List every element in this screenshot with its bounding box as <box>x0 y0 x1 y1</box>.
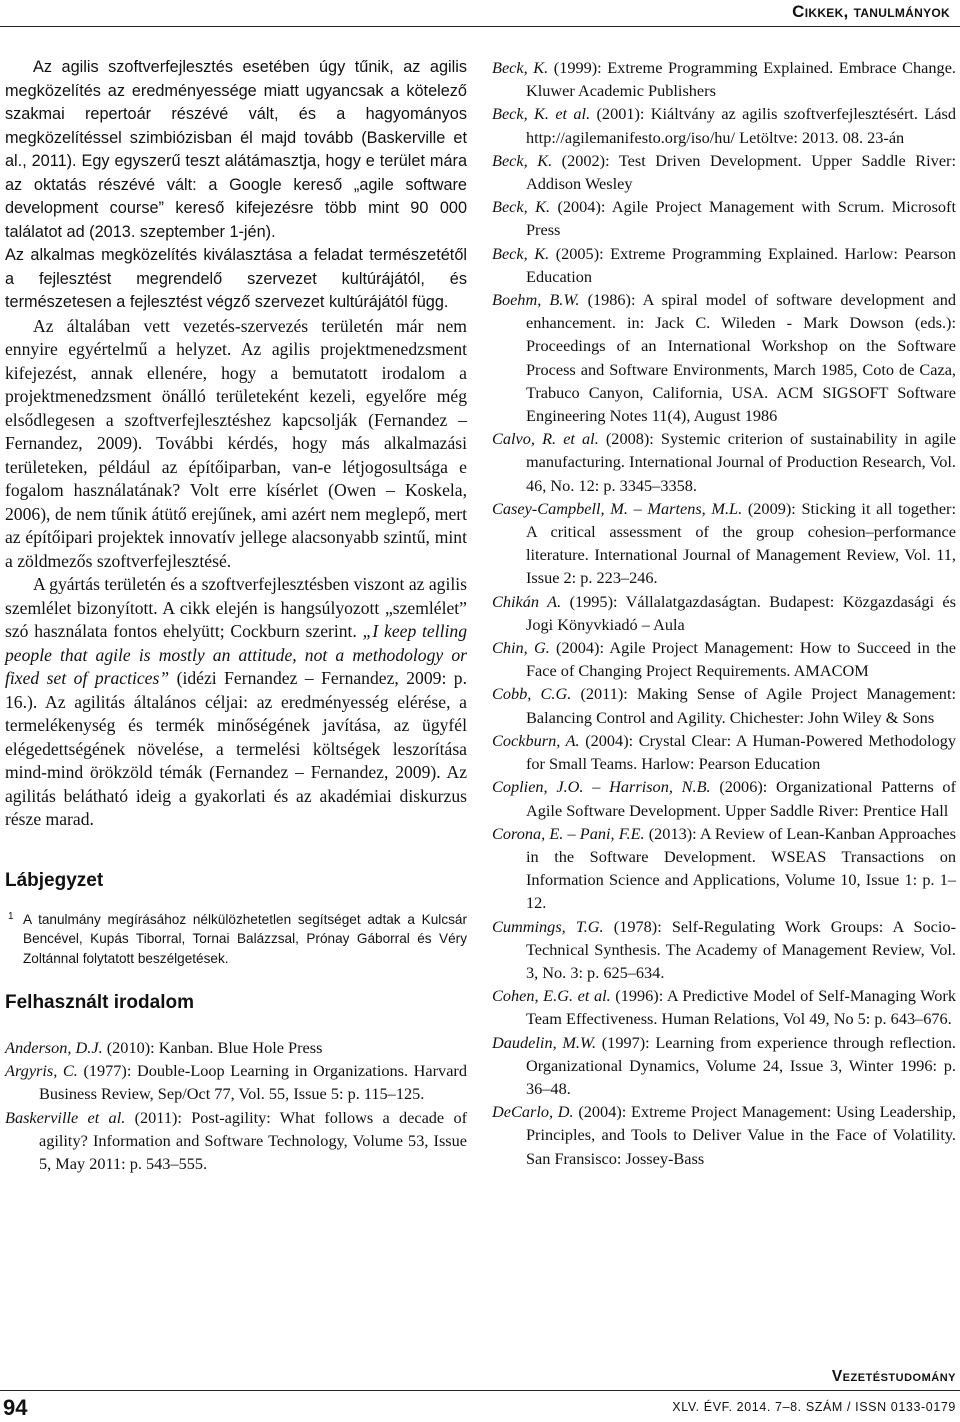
page-number: 94 <box>3 1395 28 1420</box>
reference-author: Casey-Campbell, M. – Martens, M.L. <box>492 498 743 518</box>
reference-item <box>492 729 956 775</box>
reference-text: (1978): Self-Regulating Work Groups: A Socio-Technical Synthesis. The Academy of Management Review, Vol. 3, No. 3: p. 625–634. <box>526 916 956 982</box>
reference-text: (1986): A spiral model of software development and enhancement. in: Jack C. Wileden - Mark Dowson (eds.): Proceedings of an International Workshop on the Software Process and Software Environments, March 1985, Coto de Caza, Trabuco Canyon, California, USA. ACM SIGSOFT Software Engineering Notes 11(4), August 1986 <box>526 290 956 426</box>
reference-item <box>492 775 956 821</box>
reference-text: (2004): Crystal Clear: A Human-Powered Methodology for Small Teams. Harlow: Pearson Education <box>526 730 956 774</box>
reference-author: Daudelin, M.W. <box>492 1032 597 1052</box>
footer-divider <box>0 1390 960 1391</box>
body-paragraph-2: Az alkalmas megközelítés kiválasztása a feladat természetétől a fejlesztést megrendelő szervezet kultúrájától, és természetesen a fejlesztést végző szervezet kultúrájától függ. <box>5 246 467 311</box>
reference-author: DeCarlo, D. <box>492 1102 574 1122</box>
issue-info: XLV. ÉVF. 2014. 7–8. SZÁM / ISSN 0133-0179 <box>672 1400 956 1414</box>
reference-text: (2011): Making Sense of Agile Project Management: Balancing Control and Agility. Chichester: John Wiley & Sons <box>526 684 956 727</box>
reference-text: (2004): Agile Project Management with Scrum. Microsoft Press <box>526 197 956 240</box>
reference-item <box>492 682 956 728</box>
reference-item <box>492 56 956 102</box>
reference-item <box>492 1100 956 1170</box>
reference-item <box>492 102 956 148</box>
body-paragraph-3: Az általában vett vezetés-szervezés területén már nem ennyire egyértelmű a helyzet. Az agilis projektmenedzsment kifejezést, annak ellenére, hogy a bemutatott irodalom a projektmenedzsment önálló területeként kezeli, egyelőre még elsődlegesen a szoftverfejlesztéshez kapcsolják (Fernandez – Fernandez, 2009). További kérdés, hogy más alkalmazási területeken, például az építőiparban, van-e létjogosultsága e fogalom használatának? Volt erre kísérlet (Owen – Koskela, 2006), de nem tűnik átütő erejűnek, ami azért nem meglepő, mert az építőipari projektek innovatív jellege alacsonyabb szintű, mint a zöldmezős szoftverfejlesztésé. <box>5 315 467 571</box>
reference-list-left <box>5 1036 467 1175</box>
footnote <box>5 910 467 969</box>
reference-item <box>492 288 956 427</box>
reference-text: (2004): Agile Project Management: How to Succeed in the Face of Changing Project Requirements. AMACOM <box>526 638 956 681</box>
reference-text: (1999): Extreme Programming Explained. Embrace Change. Kluwer Academic Publishers <box>526 58 956 101</box>
header-divider <box>0 26 960 27</box>
reference-author: Baskerville et al. <box>5 1107 126 1127</box>
body-paragraph-4-cont: (idézi Fernandez – Fernandez, 2009: p. 16.). Az agilitás általános céljai: az eredményesség elérése, a termelékenység és termék minőségének javítása, az ügyfél elégedettségének növelése, a termelési költségek leszorítása mind-mind örökzöld témák (Fernandez – Fernandez, 2009). Az agilitás belátható ideig a gyakorlati és az akadémiai diskurzus része marad. <box>5 668 467 829</box>
body-paragraph-4 <box>5 573 467 832</box>
right-column <box>492 56 956 1170</box>
reference-text: (2010): Kanban. Blue Hole Press <box>102 1038 323 1057</box>
reference-author: Argyris, C. <box>5 1061 78 1081</box>
left-column <box>5 56 467 1175</box>
reference-item <box>492 149 956 195</box>
reference-author: Chikán A. <box>492 591 562 611</box>
reference-item <box>492 915 956 985</box>
reference-text: (1995): Vállalatgazdaságtan. Budapest: Közgazdasági és Jogi Könyvkiadó – Aula <box>526 591 956 634</box>
body-paragraph-1: Az agilis szoftverfejlesztés esetében úgy tűnik, az agilis megközelítés az eredményessége miatt ugyancsak a kötelező szakmai repertoár részévé vált, és a hagyományos megközelítéssel szimbiózisban él majd tovább (Baskerville et al., 2011). Egy egyszerű teszt alátámasztja, hogy e terület mára az oktatás részévé vált: a Google kereső „agile software development course” kereső kifejezésre több mint 90 000 találatot ad (2013. szeptember 1-jén). <box>5 58 467 241</box>
footnote-number: 1 <box>8 910 14 922</box>
reference-item <box>492 590 956 636</box>
reference-text: (1996): A Predictive Model of Self-Managing Work Team Effectiveness. Human Relations, Vol 49, No 5: p. 643–676. <box>526 986 956 1029</box>
reference-text: (2001): Kiáltvány az agilis szoftverfejlesztésért. Lásd http://agilemanifesto.org/iso/hu/ Letöltve: 2013. 08. 23-án <box>526 104 956 147</box>
reference-item <box>492 497 956 590</box>
footnote-heading: Lábjegyzet <box>5 869 104 891</box>
reference-author: Coplien, J.O. – Harrison, N.B. <box>492 777 711 797</box>
reference-author: Corona, E. – Pani, F.E. <box>492 823 645 843</box>
reference-list-right <box>492 56 956 1170</box>
reference-item <box>492 195 956 241</box>
reference-text: (2005): Extreme Programming Explained. Harlow: Pearson Education <box>526 243 956 286</box>
body-paragraph-4-text: A gyártás területén és a szoftverfejlesztésben viszont az agilis szemlélet bizonyított. A cikk elején is hangsúlyozott „szemlélet” szó használata fontos ehelyütt; Cockburn szerint. <box>5 574 467 641</box>
reference-author: Cohen, E.G. et al. <box>492 986 611 1006</box>
reference-item <box>492 242 956 288</box>
reference-author: Beck, K. <box>492 150 553 170</box>
reference-author: Boehm, B.W. <box>492 290 580 310</box>
reference-author: Beck, K. <box>492 58 549 77</box>
reference-text: (2002): Test Driven Development. Upper Saddle River: Addison Wesley <box>526 150 956 194</box>
reference-author: Calvo, R. et al. <box>492 429 599 449</box>
reference-author: Cobb, C.G. <box>492 684 572 704</box>
reference-author: Chin, G. <box>492 638 550 658</box>
reference-text: (2009): Sticking it all together: A critical assessment of the group cohesion–performance literature. International Journal of Management Review, Vol. 11, Issue 2: p. 223–246. <box>526 498 956 588</box>
reference-author: Beck, K. <box>492 243 550 263</box>
reference-item <box>492 427 956 497</box>
reference-item <box>492 1031 956 1101</box>
reference-author: Beck, K. et al. <box>492 104 591 124</box>
reference-item <box>492 984 956 1030</box>
running-header: Cikkek, tanulmányok <box>792 2 950 21</box>
reference-item <box>5 1036 467 1059</box>
reference-text: (2006): Organizational Patterns of Agile Software Development. Upper Saddle River: Prentice Hall <box>526 777 956 820</box>
literature-heading: Felhasznált irodalom <box>5 992 194 1013</box>
cockburn-quote: „I keep telling people that agile is mostly an attitude, not a methodology or fixed set of practices” <box>5 621 468 688</box>
footnote-text: A tanulmány megírásához nélkülözhetetlen segítséget adtak a Kulcsár Bencével, Kupás Tiborral, Tornai Balázzsal, Prónay Gáborral és Véry Zoltánnal folytatott beszélgetések. <box>23 911 467 966</box>
reference-item <box>492 636 956 682</box>
reference-text: (2004): Extreme Project Management: Using Leadership, Principles, and Tools to Deliver Value in the Face of Volatility. San Fransisco: Jossey-Bass <box>526 1102 957 1168</box>
reference-author: Cockburn, A. <box>492 730 580 750</box>
reference-text: (2011): Post-agility: What follows a decade of agility? Information and Software Technology, Volume 53, Issue 5, May 2011: p. 543–555. <box>39 1107 468 1174</box>
journal-logo: Vezetéstudomány <box>831 1368 956 1385</box>
reference-item <box>5 1059 467 1105</box>
reference-text: (1977): Double-Loop Learning in Organizations. Harvard Business Review, Sep/Oct 77, Vol. 55, Issue 5: p. 115–125. <box>39 1061 467 1104</box>
reference-author: Beck, K. <box>492 197 551 217</box>
reference-item <box>492 822 956 915</box>
reference-text: (1997): Learning from experience through reflection. Organizational Dynamics, Volume 24, Issue 3, Winter 1996: p. 36–48. <box>526 1032 956 1098</box>
reference-text: (2008): Systemic criterion of sustainability in agile manufacturing. International Journal of Production Research, Vol. 46, No. 12: p. 3345–3358. <box>526 429 956 495</box>
reference-text: (2013): A Review of Lean-Kanban Approaches in the Software Development. WSEAS Transactions on Information Science and Applications, Volume 10, Issue 1: p. 1–12. <box>526 823 956 913</box>
reference-item <box>5 1106 467 1176</box>
reference-author: Anderson, D.J. <box>5 1038 103 1057</box>
reference-author: Cummings, T.G. <box>492 916 604 936</box>
